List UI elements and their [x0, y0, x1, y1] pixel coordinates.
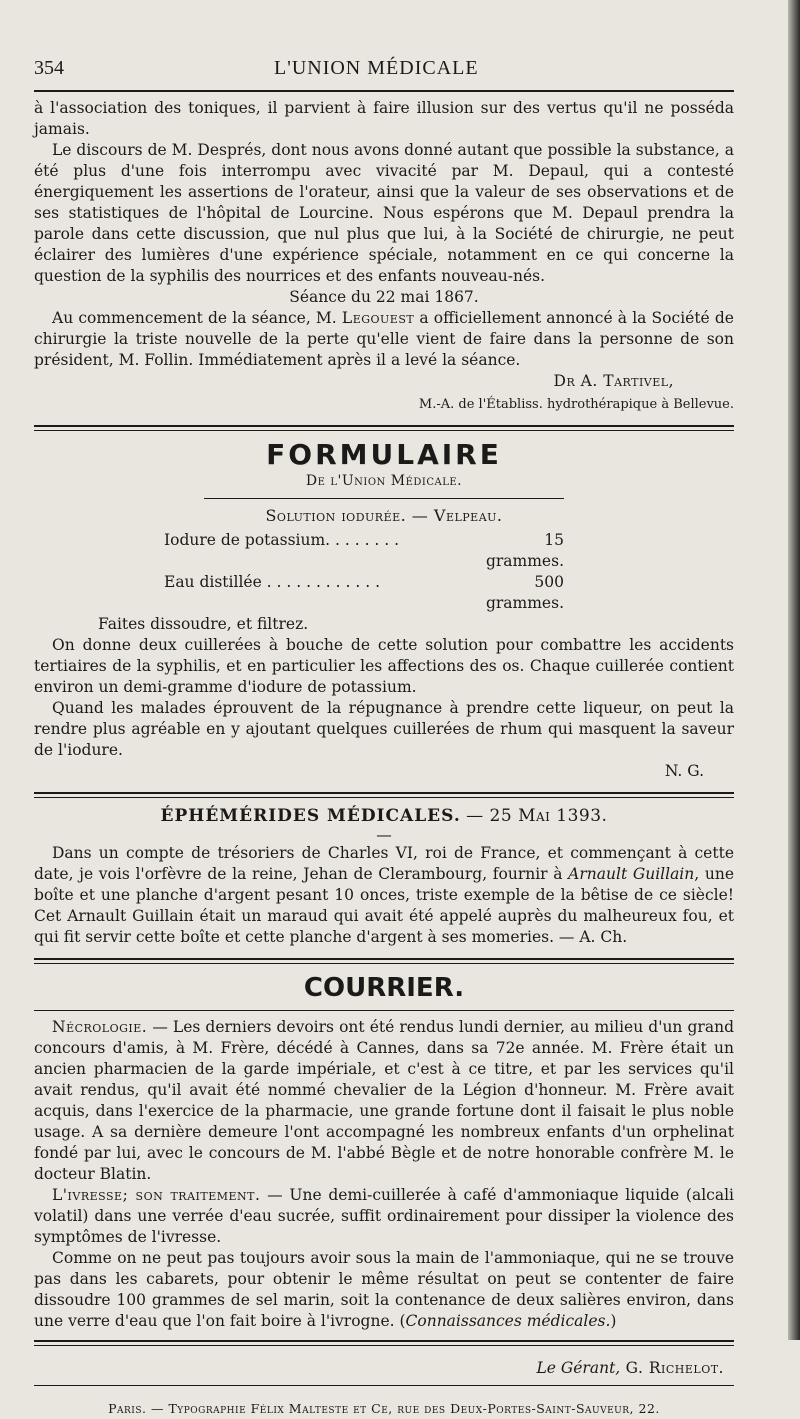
running-header: [34, 58, 734, 92]
intro-paragraph-2: Le discours de M. Després, dont nous avons donné autant que possible la substance, a été plus d'une fois interrompu avec vivacité par M. Depaul, qui a contesté énergiquement les assertions de l'orateur, ainsi que la valeur de ses observations et de ses statistiques de l'hôpital de Lourcine. Nous espérons que M. Depaul prendra la parole dans cette discussion, que nul plus que lui, à la Société de chirurgie, ne peut éclairer des lumières d'une expérience spéciale, notamment en ce qui concerne la question de la syphilis des nourrices et des enfants nouveau-nés.: [34, 141, 734, 285]
recipe-list: [164, 530, 564, 614]
courrier-rule: [34, 1010, 734, 1011]
source-citation: Connaissances médicales.: [405, 1312, 611, 1330]
necrologie-paragraph: Nécrologie. — Les derniers devoirs ont été rendus lundi dernier, au milieu d'un grand concours d'amis, à M. Frère, décédé à Cannes, dans sa 72e année. M. Frère était un ancien pharmacien de la garde impériale, et c'est à ce titre, et par les services qu'il avait rendus, qu'il avait été nommé chevalier de la Légion d'honneur. M. Frère avait acquis, dans l'exercice de la pharmacie, une grande fortune dont il faisait le plus noble usage. A sa dernière demeure l'ont accompagné les nombreux enfants d'un orphelinat fondé par lui, avec le concours de M. l'abbé Bègle et de notre honorable confrère M. le docteur Blatin.: [34, 1018, 734, 1183]
ingredient-qty: 15 grammes.: [485, 531, 564, 570]
recipe-row: [164, 572, 564, 614]
page: [34, 58, 734, 1419]
seance-heading: Séance du 22 mai 1867.: [289, 288, 479, 306]
formulaire-rule: [204, 498, 564, 499]
ingredient-qty: 500 grammes.: [485, 573, 564, 612]
section-divider: [34, 792, 734, 798]
formulaire-paragraph-2: Quand les malades éprouvent de la répugnance à prendre cette liqueur, on peut la rendre plus agréable en y ajoutant quelques cuillerées de rhum qui masquent la saveur de l'iodure.: [34, 699, 734, 759]
intro-paragraph-1: à l'association des toniques, il parvient à faire illusion sur des vertus qu'il ne posséda jamais.: [34, 99, 734, 138]
ephemerides-date: — 25 Mai 1393.: [466, 806, 608, 826]
ammoniaque-paragraph: Comme on ne peut pas toujours avoir sous la main de l'ammoniaque, qui ne se trouve pas dans les cabarets, pour obtenir le même résultat on peut se contenter de faire dissoudre 100 grammes de sel marin, soit la contenance de deux salières environ, dans une verre d'eau que l'on fait boire à l'ivrogne. (Connaissances médicales.): [34, 1249, 734, 1330]
legouest-name: Legouest: [341, 309, 415, 327]
gerant-line: [34, 1358, 734, 1379]
section-divider: [34, 958, 734, 964]
ephemerides-title: ÉPHÉMÉRIDES MÉDICALES.: [160, 806, 461, 826]
recipe-row: [164, 530, 564, 572]
formulaire-signature: N. G.: [664, 762, 704, 780]
ephemerides-paragraph: Dans un compte de trésoriers de Charles VI, roi de France, et commençant à cette date, je vois l'orfèvre de la reine, Jehan de Clerambourg, fournir à Arnault Guillain, une boîte et une planche d'argent pesant 10 onces, triste exemple de la bêtise de ce siècle! Cet Arnault Guillain était un maraud qui avait été appelé auprès du malheureux fou, et qui fit servir cette boîte et cette planche d'argent à ses momeries. — A. Ch.: [34, 844, 734, 946]
recipe-instruction: Faites dissoudre, et filtrez.: [98, 615, 309, 633]
section-divider: [34, 425, 734, 431]
intro-paragraph-3: Au commencement de la séance, M. Legouest a officiellement annoncé à la Société de chirurgie la triste nouvelle de la perte qu'elle vient de faire dans la personne de son président, M. Follin. Immédiatement après il a levé la séance.: [34, 309, 734, 369]
footer-divider: [34, 1340, 734, 1346]
ingredient-name: Eau distillée . . . . . . . . . . . .: [164, 573, 380, 591]
ephemerides-dash: —: [376, 826, 392, 844]
ivresse-label: L'ivresse; son traitement.: [52, 1186, 261, 1204]
formulaire-title: FORMULAIRE: [266, 438, 502, 471]
formulaire-paragraph-1: On donne deux cuillerées à bouche de cette solution pour combattre les accidents tertiaires de la syphilis, et en particulier les affections des os. Chaque cuillerée contient environ un demi-gramme d'iodure de potassium.: [34, 636, 734, 696]
page-number: 354: [34, 57, 64, 79]
ephemerides-heading: [34, 806, 734, 827]
author-name: Dr A. Tartivel,: [553, 372, 674, 390]
printer-imprint: Paris. — Typographie Félix Malteste et Ce, rue des Deux-Portes-Saint-Sauveur, 22.: [108, 1401, 660, 1416]
book-spine-shadow: [788, 0, 800, 1340]
footer-rule: [34, 1385, 734, 1386]
gerant-label: Le Gérant,: [536, 1359, 621, 1377]
courrier-title: COURRIER.: [303, 973, 465, 1003]
arnault-guillain-name: Arnault Guillain: [568, 865, 695, 883]
journal-title: L'UNION MÉDICALE: [274, 57, 479, 79]
gerant-name: G. Richelot.: [620, 1359, 724, 1377]
necrologie-label: Nécrologie.: [52, 1018, 148, 1036]
ivresse-paragraph: L'ivresse; son traitement. — Une demi-cuillerée à café d'ammoniaque liquide (alcali volatil) dans une verrée d'eau sucrée, suffit ordinairement pour dissiper la violence des symptômes de l'ivresse.: [34, 1186, 734, 1246]
author-affiliation: M.-A. de l'Établiss. hydrothérapique à Bellevue.: [418, 397, 734, 412]
recipe-title: Solution iodurée. — Velpeau.: [265, 506, 503, 525]
ingredient-name: Iodure de potassium. . . . . . . .: [164, 531, 400, 549]
formulaire-subtitle: De l'Union Médicale.: [305, 473, 463, 489]
